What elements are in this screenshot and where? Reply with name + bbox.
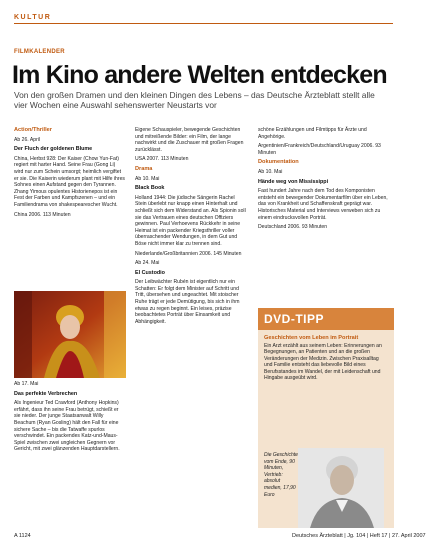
dvd-tip-body xyxy=(264,335,388,382)
page-number: A 1124 xyxy=(14,533,31,539)
movie-date: Ab 24. Mai xyxy=(135,260,160,267)
column-1-bottom xyxy=(14,381,126,456)
movie-title: El Custodio xyxy=(135,269,165,276)
dvd-tip-heading: Geschichten vom Leben im Portrait xyxy=(264,335,359,341)
movie-text: Als Ingenieur Ted Crawford (Anthony Hopkins) erfährt, dass ihn seine Frau betrügt, schießt er sie nieder. Der junge Staatsanwalt Willy Beachum (Ryan Gosling) hält den Fall für eine sichere Sache – bis die Tatwaffe spurlos verschwindet. Ein packendes Katz-und-Maus-Spiel zwischen zwei ungleichen Gegnern vor Gericht, mit zwei glänzenden Hauptdarstellern. xyxy=(14,400,120,453)
dvd-tip-info: Die Geschichte vom Ende, 90 Minuten, Vertrieb: absolut medien, 17,90 Euro xyxy=(264,452,298,498)
dvd-tip-text: Ein Arzt erzählt aus seinem Leben: Erinnerungen an Begegnungen, an Patienten und an die großen Veränderungen der Medizin. Zwischen Praxisalltag und Familie entsteht das liebevolle Bild eines Berufsstandes im Wandel, der mit Leidenschaft und Hingabe ausgeübt wird. xyxy=(264,342,382,381)
movie-date: Ab 26. April xyxy=(14,136,41,143)
article-lead: Von den großen Dramen und den kleinen Dingen des Lebens – das Deutsche Ärzteblatt stellt alle vier Wochen eine Auswahl sehenswerter Neustarts vor xyxy=(14,90,375,110)
movie-credit: China 2006. 113 Minuten xyxy=(14,211,71,218)
movie-title: Black Book xyxy=(135,185,165,192)
movie-date: Ab 17. Mai xyxy=(14,381,39,387)
movie-text: Der Leibwächter Rubén ist eigentlich nur ein Schatten: Er folgt dem Minister auf Schritt und Tritt, übersehen und ungeachtet. Mit stoischer Ruhe trägt er jede Demütigung, bis sich in ihm etwas zu regen beginnt. Ein leises, präzise beobachtetes Porträt über Einsamkeit und Abhängigkeit. xyxy=(135,279,240,325)
movie-text: schöne Erzählungen und Filmtipps für Ärzte und Angehörige. xyxy=(258,127,367,140)
movie-credit: Deutschland 2006. 93 Minuten xyxy=(258,224,328,231)
movie-text: Holland 1944: Die jüdische Sängerin Rachel Stein überlebt nur knapp einen Hinterhalt und schließt sich dem Widerstand an. Als Spionin soll sie das Vertrauen eines deutschen Offiziers gewinnen. Paul Verhoevens Rückkehr in seine Heimat ist ein packender Kriegsthriller voller überraschender Wendungen, in dem Gut und Böse nicht immer klar zu trennen sind. xyxy=(135,194,246,247)
journal-footer: Deutsches Ärzteblatt | Jg. 104 | Heft 17 | 27. April 2007 xyxy=(292,533,426,539)
movie-credit: USA 2007. 113 Minuten xyxy=(135,156,189,163)
movie-credit: Niederlande/Großbritannien 2006. 145 Minuten xyxy=(135,250,242,257)
movie-section: Dokumentation xyxy=(258,159,299,166)
movie-text: Fast hundert Jahre nach dem Tod des Komponisten entsteht ein bewegender Dokumentarfilm über ein Leben, das von Krankheit und Schaffenskraft geprägt war. Historisches Material und Interviews verweben sich zu einem eindrucksvollen Porträt. xyxy=(258,188,388,221)
movie-section: Drama xyxy=(135,165,153,172)
movie-credit: Argentinien/Frankreich/Deutschland/Uruguay 2006. 93 Minuten xyxy=(258,143,381,156)
movie-title: Das perfekte Verbrechen xyxy=(14,390,78,397)
movie-date: Ab 10. Mai xyxy=(258,168,283,175)
movie-still-photo xyxy=(14,291,126,378)
column-3 xyxy=(258,127,388,234)
movie-text: Eigene Schauspieler, bewegende Geschichten und mitreißende Bilder: ein Film, der lange nachwirkt und die Zuschauer mit großen Fragen zurücklässt. xyxy=(135,127,244,153)
section-label: KULTUR xyxy=(14,14,52,21)
movie-title: Der Fluch der goldenen Blume xyxy=(14,146,93,153)
dvd-tip-title: DVD-TIPP xyxy=(264,312,325,326)
column-1-top xyxy=(14,127,126,221)
article-kicker: FILMKALENDER xyxy=(14,49,65,55)
dvd-portrait-photo xyxy=(298,448,384,528)
movie-date: Ab 10. Mai xyxy=(135,175,160,182)
movie-title: Hände weg von Mississippi xyxy=(258,178,329,185)
article-headline: Im Kino andere Welten entdecken xyxy=(12,61,387,89)
movie-text: China, Herbst 928: Der Kaiser (Chow Yun-Fat) regiert mit harter Hand. Seine Frau (Gong Li) wird nur zum Schein umsorgt; heimlich vergiftet er sie. Die Kaiserin wiederum plant mit Hilfe ihres Sohnes einen Aufstand gegen den Tyrannen. Zhang Yimous opulentes Historienepos ist ein Fest der Farben und Kampfszenen – und ein Familiendrama von shakespearescher Wucht. xyxy=(14,155,125,208)
column-2 xyxy=(135,127,247,328)
section-divider xyxy=(14,23,393,24)
movie-section: Action/Thriller xyxy=(14,127,52,133)
